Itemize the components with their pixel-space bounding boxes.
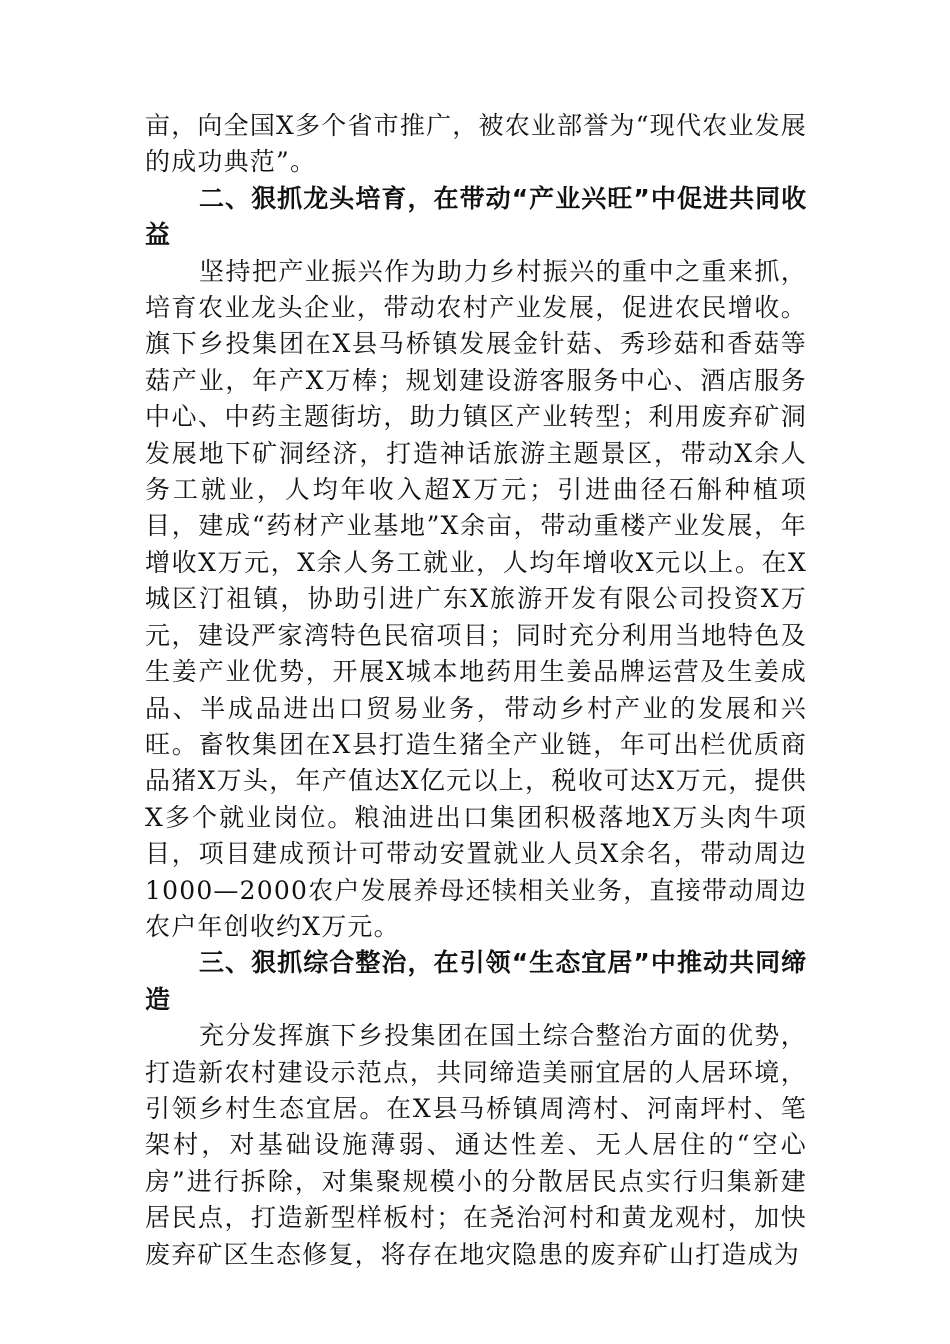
section-3-body: 充分发挥旗下乡投集团在国土综合整治方面的优势，打造新农村建设示范点，共同缔造美丽宜居的人居环境，引领乡村生态宜居。在X县马桥镇周湾村、河南坪村、笔架村，对基础设施薄弱、通达性差、无人居住的“空心房”进行拆除，对集聚规模小的分散居民点实行归集新建居民点，打造新型样板村；在尧治河村和黄龙观村，加快废弃矿区生态修复，将存在地灾隐患的废弃矿山打造成为 <box>145 1021 807 1269</box>
continuation-paragraph: 亩，向全国X多个省市推广，被农业部誉为“现代农业发展的成功典范”。 <box>145 111 807 177</box>
section-2-body: 坚持把产业振兴作为助力乡村振兴的重中之重来抓，培育农业龙头企业，带动农村产业发展，促进农民增收。旗下乡投集团在X县马桥镇发展金针菇、秀珍菇和香菇等菇产业，年产X万棒；规划建设游客服务中心、酒店服务中心、中药主题街坊，助力镇区产业转型；利用废弃矿洞发展地下矿洞经济，打造神话旅游主题景区，带动X余人务工就业，人均年收入超X万元；引进曲径石斛种植项目，建成“药材产业基地”X余亩，带动重楼产业发展，年增收X万元，X余人务工就业，人均年增收X元以上。在X城区汀祖镇，协助引进广东X旅游开发有限公司投资X万元，建设严家湾特色民宿项目；同时充分利用当地特色及生姜产业优势，开展X城本地药用生姜品牌运营及生姜成品、半成品进出口贸易业务，带动乡村产业的发展和兴旺。畜牧集团在X县打造生猪全产业链，年可出栏优质商品猪X万头，年产值达X亿元以上，税收可达X万元，提供X多个就业岗位。粮油进出口集团积极落地X万头肉牛项目，项目建成预计可带动安置就业人员X余名，带动周边1000—2000农户发展养母还犊相关业务，直接带动周边农户年创收约X万元。 <box>145 256 807 941</box>
section-2-heading: 二、狠抓龙头培育，在带动“产业兴旺”中促进共同收益 <box>145 183 807 250</box>
section-3-heading: 三、狠抓综合整治，在引领“生态宜居”中推动共同缔造 <box>145 948 807 1014</box>
document-page <box>145 108 807 1273</box>
